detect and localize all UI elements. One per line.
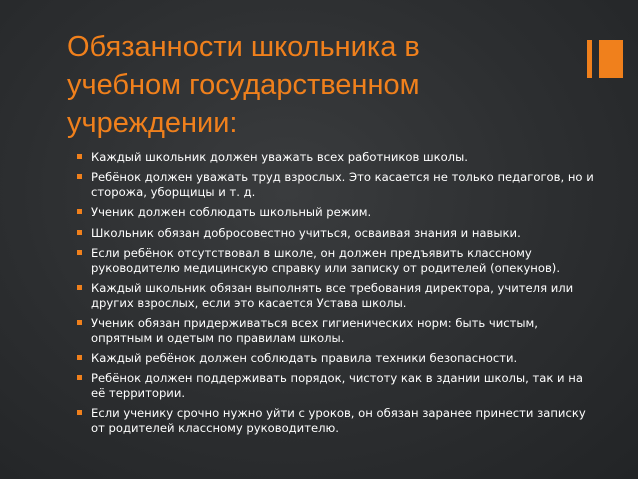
square-bullet-icon — [77, 230, 82, 235]
slide-title: Обязанности школьника в учебном государственном учреждении: — [67, 31, 420, 139]
list-item — [77, 351, 597, 366]
list-item — [77, 170, 597, 199]
bullet-text: Ребёнок должен уважать труд взрослых. Это касается не только педагогов, но и сторожа, уборщицы и т. д. — [91, 170, 594, 199]
list-item — [77, 150, 597, 165]
square-bullet-icon — [77, 320, 82, 325]
list-item — [77, 226, 597, 241]
bullet-text: Каждый ребёнок должен соблюдать правила техники безопасности. — [91, 350, 518, 365]
square-bullet-icon — [77, 209, 82, 214]
square-bullet-icon — [77, 375, 82, 380]
square-bullet-icon — [77, 250, 82, 255]
list-item — [77, 246, 597, 275]
bullet-text: Если ученику срочно нужно уйти с уроков, он обязан заранее принести записку от родителей классному руководителю. — [91, 406, 586, 435]
square-bullet-icon — [77, 355, 82, 360]
list-item — [77, 205, 597, 220]
bullet-text: Каждый школьник обязан выполнять все требования директора, учителя или других взрослых, если это касается Устава школы. — [91, 280, 574, 310]
list-item — [77, 406, 597, 435]
bullet-text: Ученик должен соблюдать школьный режим. — [91, 205, 372, 220]
square-bullet-icon — [77, 410, 82, 415]
bullet-text: Школьник обязан добросовестно учиться, осваивая знания и навыки. — [91, 225, 521, 240]
square-bullet-icon — [77, 154, 82, 159]
square-bullet-icon — [77, 174, 82, 179]
bullet-list — [77, 150, 597, 441]
bullet-text: Каждый школьник должен уважать всех работников школы. — [91, 150, 468, 164]
bullet-text: Ученик обязан придерживаться всех гигиенических норм: быть чистым, опрятным и одетым по правилам школы. — [91, 315, 538, 345]
decorative-bar-thick — [599, 40, 623, 78]
bullet-text: Если ребёнок отсутствовал в школе, он должен предъявить классному руководителю медицинскую справку или записку от родителей (опекунов). — [91, 245, 561, 275]
list-item — [77, 281, 597, 310]
decorative-bar-thin — [587, 40, 592, 78]
bullet-text: Ребёнок должен поддерживать порядок, чистоту как в здании школы, так и на её территории. — [91, 371, 583, 400]
list-item — [77, 316, 597, 345]
list-item — [77, 371, 597, 400]
square-bullet-icon — [77, 285, 82, 290]
